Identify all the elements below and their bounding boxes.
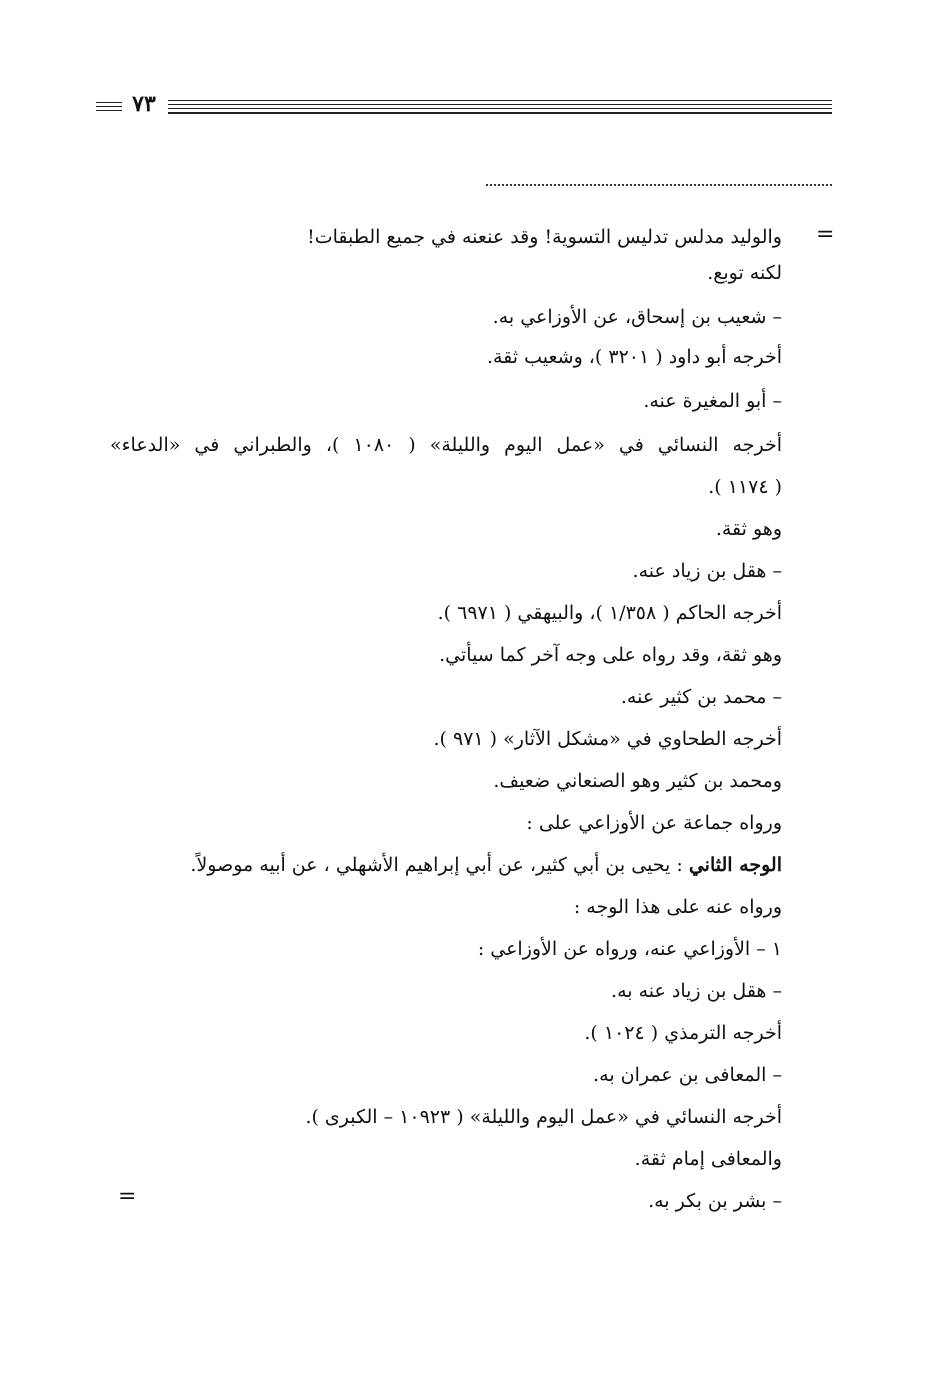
text-line: ١ – الأوزاعي عنه، ورواه عن الأوزاعي : xyxy=(477,938,782,960)
text-line: – محمد بن كثير عنه. xyxy=(620,686,782,708)
text-line: – هقل بن زياد عنه. xyxy=(632,560,782,582)
text-line: – أبو المغيرة عنه. xyxy=(643,390,782,412)
text-line: ورواه عنه على هذا الوجه : xyxy=(573,896,782,918)
text-line: أخرجه الحاكم ( ١/٣٥٨ )، والبيهقي ( ٦٩٧١ ). xyxy=(437,602,782,624)
header-rule-right-2 xyxy=(168,104,832,105)
text-line: وهو ثقة، وقد رواه على وجه آخر كما سيأتي. xyxy=(439,644,782,666)
text-line: – المعافى بن عمران به. xyxy=(593,1064,782,1086)
text-line: أخرجه الترمذي ( ١٠٢٤ ). xyxy=(584,1022,782,1044)
text-line: والمعافى إمام ثقة. xyxy=(634,1148,782,1170)
text-line: والوليد مدلس تدليس التسوية! وقد عنعنه في جميع الطبقات! xyxy=(307,226,782,248)
text-line: – بشر بن بكر به. xyxy=(648,1190,782,1212)
header-rule-left-3 xyxy=(96,110,122,111)
footnote-separator xyxy=(486,184,832,186)
page-header xyxy=(96,90,832,120)
continuation-mark-top: = xyxy=(816,222,835,247)
text-line: أخرجه النسائي في «عمل اليوم والليلة» ( ١٠٩٢٣ – الكبرى ). xyxy=(305,1106,782,1128)
text-line: أخرجه الطحاوي في «مشكل الآثار» ( ٩٧١ ). xyxy=(433,728,782,750)
text-line-bold-lead xyxy=(142,850,782,880)
text-line: أخرجه النسائي في «عمل اليوم والليلة» ( ١٠٨٠ )، والطبراني في «الدعاء» xyxy=(110,434,782,456)
page-number: ٧٣ xyxy=(132,91,156,117)
header-rule-left-2 xyxy=(96,106,122,107)
text-line: ومحمد بن كثير وهو الصنعاني ضعيف. xyxy=(493,770,782,792)
text-line: – هقل بن زياد عنه به. xyxy=(611,980,782,1002)
text-line: وهو ثقة. xyxy=(715,518,782,540)
header-rule-right-3 xyxy=(168,108,832,109)
text-line: ورواه جماعة عن الأوزاعي على : xyxy=(526,812,782,834)
text-line: – شعيب بن إسحاق، عن الأوزاعي به. xyxy=(492,306,782,328)
continuation-mark-bottom: = xyxy=(118,1184,137,1209)
text-line: ( ١١٧٤ ). xyxy=(708,476,782,498)
heading-second-aspect: الوجه الثاني xyxy=(688,854,782,876)
text-line: لكنه توبع. xyxy=(707,262,782,284)
header-rule-right-4 xyxy=(168,112,832,114)
text-line-rest: : يحيى بن أبي كثير، عن أبي إبراهيم الأشهلي ، عن أبيه موصولاً. xyxy=(190,854,689,876)
header-rule-right-1 xyxy=(168,100,832,101)
text-line: أخرجه أبو داود ( ٣٢٠١ )، وشعيب ثقة. xyxy=(486,346,782,368)
header-rule-left-1 xyxy=(96,102,122,103)
